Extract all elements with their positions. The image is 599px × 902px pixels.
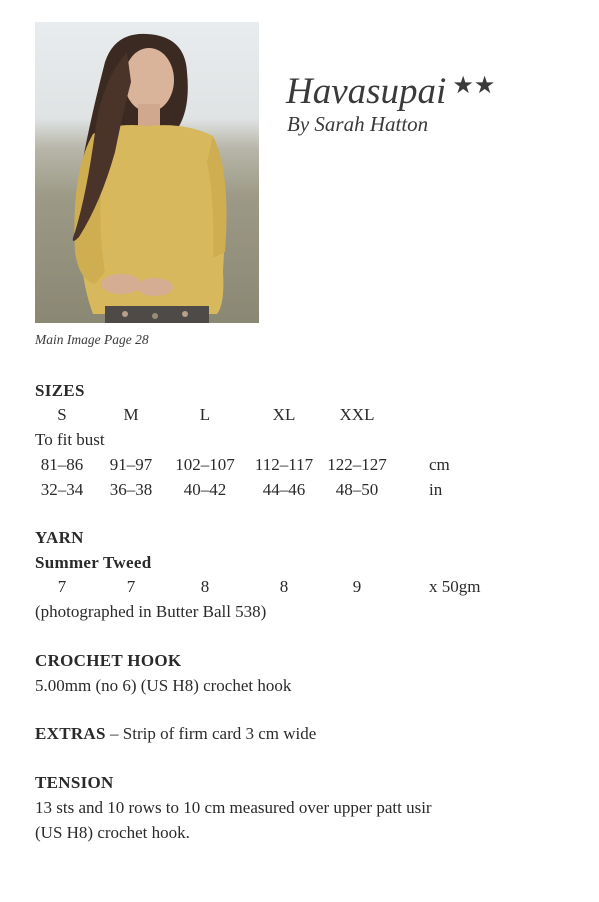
size-cm-value: 102–107 (175, 455, 235, 474)
pattern-title (286, 64, 495, 114)
hook-heading: CROCHET HOOK (35, 651, 182, 670)
yarn-heading: YARN (35, 528, 84, 547)
size-label: L (199, 405, 211, 424)
tension-line-1: 13 sts and 10 rows to 10 cm measured over upper patt usir (35, 798, 432, 817)
size-cm-value: 112–117 (254, 455, 314, 474)
size-in-value: 36–38 (109, 480, 153, 499)
yarn-unit: x 50gm (429, 577, 481, 596)
designer-byline: By Sarah Hatton (287, 112, 429, 136)
size-label: XL (272, 405, 296, 424)
tension-line-2: (US H8) crochet hook. (35, 823, 190, 842)
size-label: S (57, 405, 67, 424)
photo-caption: Main Image Page 28 (35, 332, 149, 347)
size-in-value: 32–34 (40, 480, 84, 499)
difficulty-stars: ★★ (452, 73, 496, 99)
yarn-quantity: 7 (57, 577, 67, 596)
size-cm-value: 91–97 (109, 455, 153, 474)
size-in-value: 40–42 (183, 480, 227, 499)
cm-unit: cm (429, 455, 450, 474)
yarn-name: Summer Tweed (35, 553, 152, 572)
main-photo (35, 22, 259, 323)
sizes-heading: SIZES (35, 381, 85, 400)
yarn-note: (photographed in Butter Ball 538) (35, 602, 267, 621)
size-label: XXL (339, 405, 375, 424)
hook-text: 5.00mm (no 6) (US H8) crochet hook (35, 676, 292, 695)
yarn-quantity: 8 (200, 577, 210, 596)
yarn-quantity: 8 (279, 577, 289, 596)
extras-text: – Strip of firm card 3 cm wide (105, 724, 317, 743)
extras-line (35, 724, 316, 744)
yarn-quantity: 9 (352, 577, 362, 596)
size-in-value: 48–50 (335, 480, 379, 499)
tension-heading: TENSION (35, 773, 114, 792)
yarn-quantity: 7 (126, 577, 136, 596)
size-cm-value: 122–127 (327, 455, 387, 474)
size-in-value: 44–46 (262, 480, 306, 499)
size-cm-value: 81–86 (40, 455, 84, 474)
to-fit-bust-label: To fit bust (35, 430, 105, 449)
model-illustration (35, 22, 259, 323)
title-text: Havasupai (286, 71, 447, 112)
in-unit: in (429, 480, 443, 499)
extras-heading: EXTRAS (35, 724, 106, 743)
size-label: M (123, 405, 139, 424)
